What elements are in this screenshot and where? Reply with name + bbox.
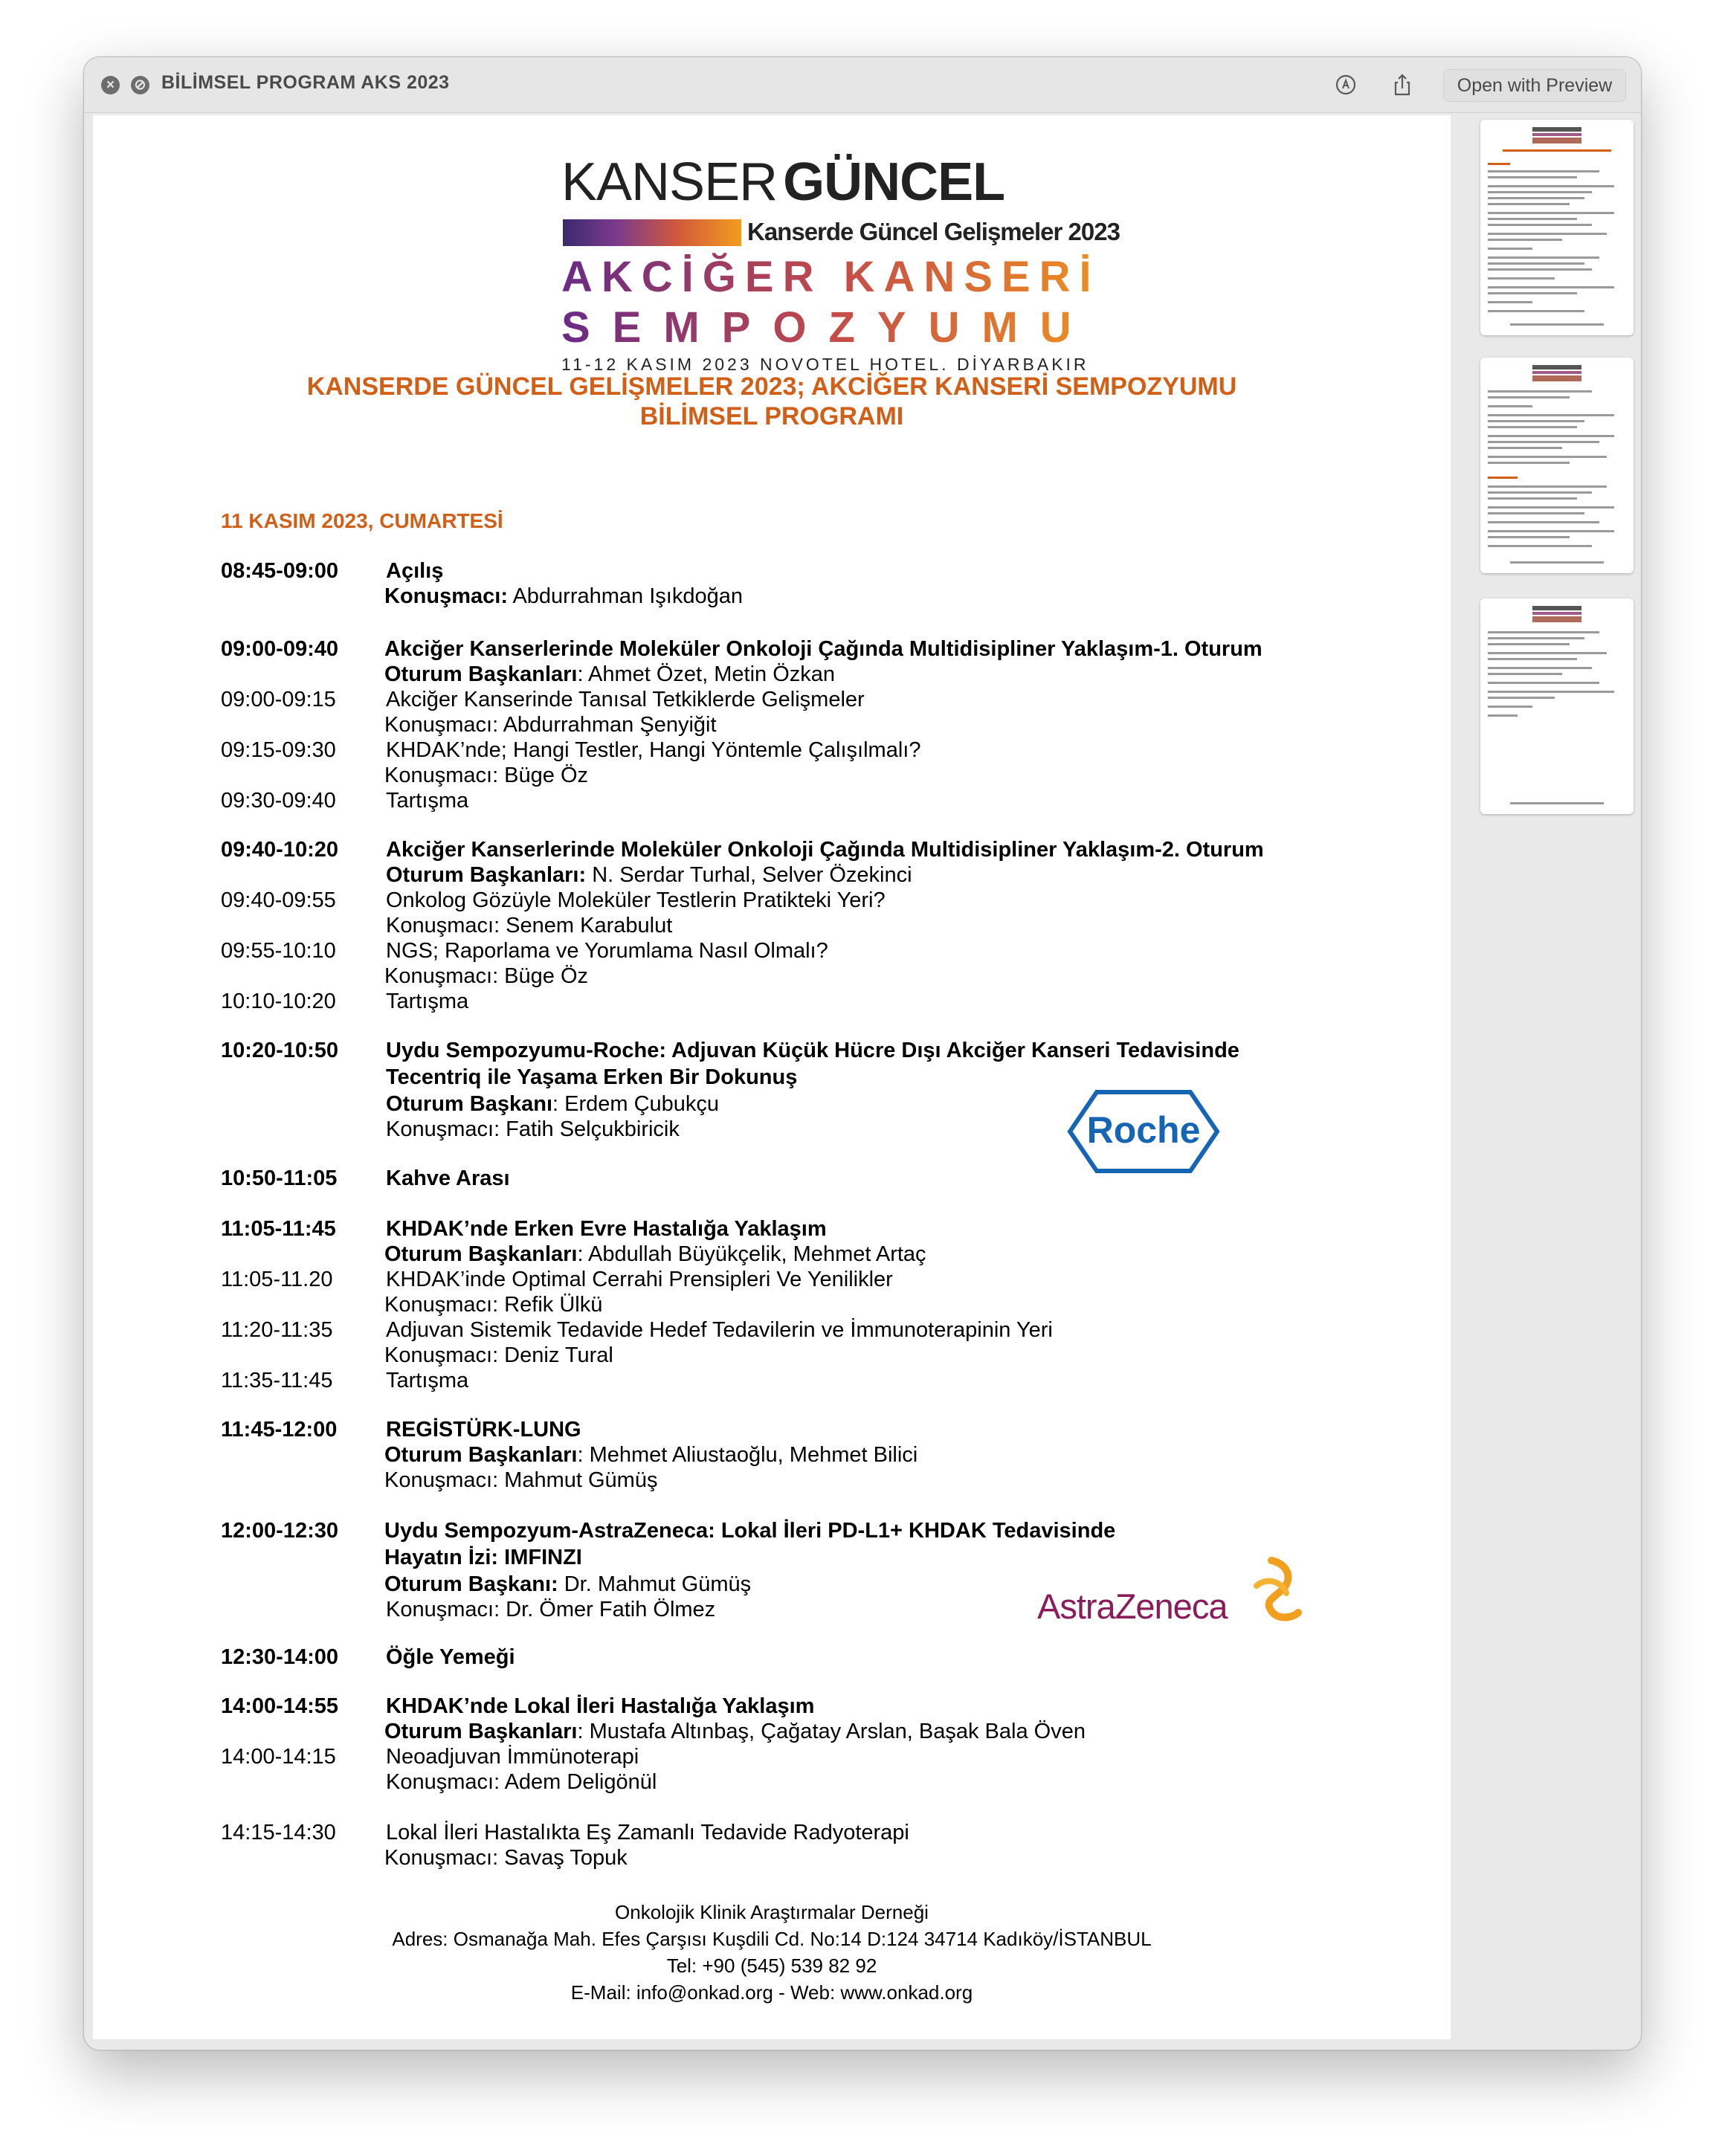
talk-time: 14:00-14:15 <box>221 1745 336 1769</box>
doc-title-line1: KANSERDE GÜNCEL GELİŞMELER 2023; AKCİĞER KANSERİ SEMPOZYUMU <box>306 372 1237 401</box>
talk-title: Adjuvan Sistemik Tedavide Hedef Tedavilerin ve İmmunoterapinin Yeri <box>386 1318 1053 1342</box>
chair-label: Oturum Başkanları <box>384 1443 578 1467</box>
chair-names: : Mehmet Aliustaoğlu, Mehmet Bilici <box>577 1443 918 1467</box>
chair-label: Oturum Başkanı: <box>384 1572 558 1596</box>
roche-logo <box>1067 1089 1220 1174</box>
talk-title: Tartışma <box>386 990 469 1013</box>
chair-line <box>386 1092 719 1117</box>
chair-line <box>384 1242 926 1267</box>
chair-line <box>384 662 835 687</box>
session-time: 12:30-14:00 <box>221 1645 338 1669</box>
speaker-label: Konuşmacı: <box>384 584 508 608</box>
session-title: Akciğer Kanserlerinde Moleküler Onkoloji Çağında Multidisipliner Yaklaşım-1. Oturum <box>384 637 1263 661</box>
talk-title: Onkolog Gözüyle Moleküler Testlerin Pratikteki Yeri? <box>386 888 886 912</box>
chair-label: Oturum Başkanı <box>386 1092 552 1116</box>
talk-title: Tartışma <box>386 789 469 813</box>
talk-time: 09:30-09:40 <box>221 789 336 813</box>
session-time: 14:00-14:55 <box>221 1694 338 1718</box>
talk-speaker: Konuşmacı: Adem Deligönül <box>386 1770 657 1794</box>
talk-time: 14:15-14:30 <box>221 1821 336 1844</box>
talk-speaker: Konuşmacı: Refik Ülkü <box>384 1293 603 1317</box>
talk-time: 10:10-10:20 <box>221 990 336 1013</box>
session-time: 09:40-10:20 <box>221 838 338 862</box>
talk-time: 09:55-10:10 <box>221 939 336 963</box>
logo-gradient-bar <box>563 219 741 246</box>
title-bar <box>84 57 1641 113</box>
talk-time: 09:00-09:15 <box>221 688 336 711</box>
talk-title: KHDAK’inde Optimal Cerrahi Prensipleri Ve Yenilikler <box>386 1268 893 1291</box>
chair-label: Oturum Başkanları <box>384 1720 578 1743</box>
talk-speaker: Konuşmacı: Büge Öz <box>384 964 589 988</box>
document-page <box>93 115 1451 2039</box>
chair-line <box>384 1443 918 1468</box>
page-thumbnail-2[interactable] <box>1480 358 1634 573</box>
share-icon[interactable] <box>1390 72 1415 97</box>
logo-bold-text: GÜNCEL <box>783 152 1005 212</box>
talk-speaker: Konuşmacı: Büge Öz <box>384 764 589 787</box>
session-time: 11:45-12:00 <box>221 1418 338 1442</box>
talk-title: Tartışma <box>386 1369 469 1392</box>
chair-names: Dr. Mahmut Gümüş <box>558 1572 752 1596</box>
talk-speaker: Konuşmacı: Fatih Selçukbiricik <box>386 1117 680 1141</box>
logo-subtitle: Kanserde Güncel Gelişmeler 2023 <box>747 218 1120 245</box>
session-title: Kahve Arası <box>386 1166 510 1190</box>
chair-label: Oturum Başkanları <box>384 662 578 686</box>
chair-line <box>384 1720 1086 1744</box>
talk-title: NGS; Raporlama ve Yorumlama Nasıl Olmalı? <box>386 939 828 963</box>
session-title: Uydu Sempozyumu-Roche: Adjuvan Küçük Hücre Dışı Akciğer Kanseri Tedavisinde <box>386 1039 1239 1062</box>
session-time: 09:00-09:40 <box>221 637 338 661</box>
talk-time: 11:35-11:45 <box>221 1369 333 1392</box>
preview-window <box>83 57 1642 2050</box>
talk-speaker: Konuşmacı: Savaş Topuk <box>384 1846 628 1870</box>
astrazeneca-logo <box>1037 1556 1305 1630</box>
close-icon[interactable]: × <box>101 76 120 94</box>
footer-email: E-Mail: info@onkad.org - Web: www.onkad.org <box>570 1981 973 2004</box>
talk-speaker: Konuşmacı: Dr. Ömer Fatih Ölmez <box>386 1598 716 1621</box>
session-time: 11:05-11:45 <box>221 1217 336 1241</box>
talk-time: 11:05-11.20 <box>221 1268 333 1291</box>
session-time: 10:20-10:50 <box>221 1039 338 1062</box>
chair-line <box>386 863 912 888</box>
logo-light-text: KANSER <box>561 152 778 212</box>
astrazeneca-logo-text: AstraZeneca <box>1037 1587 1228 1626</box>
talk-time: 09:15-09:30 <box>221 738 336 762</box>
talk-speaker: Konuşmacı: Deniz Tural <box>384 1343 613 1367</box>
page-thumbnail-3[interactable] <box>1480 598 1634 814</box>
markup-icon[interactable] <box>1333 72 1358 97</box>
talk-title: Akciğer Kanserinde Tanısal Tetkiklerde Gelişmeler <box>386 688 865 711</box>
chair-label: Oturum Başkanları <box>384 1242 578 1266</box>
session-title: Uydu Sempozyum-AstraZeneca: Lokal İleri PD-L1+ KHDAK Tedavisinde <box>384 1519 1116 1543</box>
talk-title: Neoadjuvan İmmünoterapi <box>386 1745 639 1769</box>
session-time: 10:50-11:05 <box>221 1166 338 1190</box>
doc-title-line2: BİLİMSEL PROGRAMI <box>639 402 904 430</box>
speaker-line <box>384 584 743 609</box>
talk-time: 09:40-09:55 <box>221 888 336 912</box>
astrazeneca-symbol-icon <box>1249 1556 1309 1627</box>
chair-names: : Erdem Çubukçu <box>552 1092 720 1116</box>
footer-org: Onkolojik Klinik Araştırmalar Derneği <box>615 1901 929 1923</box>
day-header: 11 KASIM 2023, CUMARTESİ <box>221 509 503 532</box>
session-title: Öğle Yemeği <box>386 1645 515 1669</box>
minimize-disabled-icon[interactable]: ⊘ <box>131 76 149 94</box>
footer-tel: Tel: +90 (545) 539 82 92 <box>666 1955 877 1977</box>
footer-address: Adres: Osmanağa Mah. Efes Çarşısı Kuşdili Cd. No:14 D:124 34714 Kadıköy/İSTANBUL <box>392 1928 1152 1950</box>
chair-label: Oturum Başkanları: <box>386 863 587 887</box>
session-title: KHDAK’nde Erken Evre Hastalığa Yaklaşım <box>386 1217 827 1241</box>
kanser-guncel-logo <box>561 146 1120 374</box>
talk-title: KHDAK’nde; Hangi Testler, Hangi Yöntemle Çalışılmalı? <box>386 738 921 762</box>
thumbnail-sidebar <box>1468 115 1632 2041</box>
talk-title: Lokal İleri Hastalıkta Eş Zamanlı Tedavide Radyoterapi <box>386 1821 909 1844</box>
session-title: KHDAK’nde Lokal İleri Hastalığa Yaklaşım <box>386 1694 815 1718</box>
talk-speaker: Konuşmacı: Senem Karabulut <box>386 914 673 937</box>
page-thumbnail-1[interactable] <box>1480 120 1634 335</box>
speaker-name: Abdurrahman Işıkdoğan <box>507 584 743 608</box>
session-title-cont: Hayatın İzi: IMFINZI <box>384 1546 582 1569</box>
talk-time: 11:20-11:35 <box>221 1318 333 1342</box>
chair-names: N. Serdar Turhal, Selver Özekinci <box>586 863 912 887</box>
roche-logo-text: Roche <box>1086 1109 1201 1151</box>
logo-akciger: AKCİĞER KANSERİ <box>561 253 1100 301</box>
logo-sempozyumu: SEMPOZYUMU <box>561 303 1094 352</box>
session-title: REGİSTÜRK-LUNG <box>386 1418 581 1442</box>
talk-speaker: Konuşmacı: Mahmut Gümüş <box>384 1468 658 1492</box>
chair-names: : Ahmet Özet, Metin Özkan <box>577 662 836 686</box>
open-with-preview-button[interactable]: Open with Preview <box>1443 69 1626 102</box>
chair-names: : Abdullah Büyükçelik, Mehmet Artaç <box>577 1242 926 1266</box>
session-time: 08:45-09:00 <box>221 559 338 583</box>
talk-speaker: Konuşmacı: Abdurrahman Şenyiğit <box>384 713 717 737</box>
chair-line <box>384 1572 751 1597</box>
window-title: BİLİMSEL PROGRAM AKS 2023 <box>161 72 450 93</box>
session-time: 12:00-12:30 <box>221 1519 338 1543</box>
session-title: Açılış <box>386 559 444 583</box>
chair-names: : Mustafa Altınbaş, Çağatay Arslan, Başak Bala Öven <box>577 1720 1086 1743</box>
session-title-cont: Tecentriq ile Yaşama Erken Bir Dokunuş <box>386 1065 798 1089</box>
logo-date-place: 11-12 KASIM 2023 NOVOTEL HOTEL. DİYARBAKIR <box>561 355 1089 374</box>
session-title: Akciğer Kanserlerinde Moleküler Onkoloji Çağında Multidisipliner Yaklaşım-2. Oturum <box>386 838 1264 862</box>
